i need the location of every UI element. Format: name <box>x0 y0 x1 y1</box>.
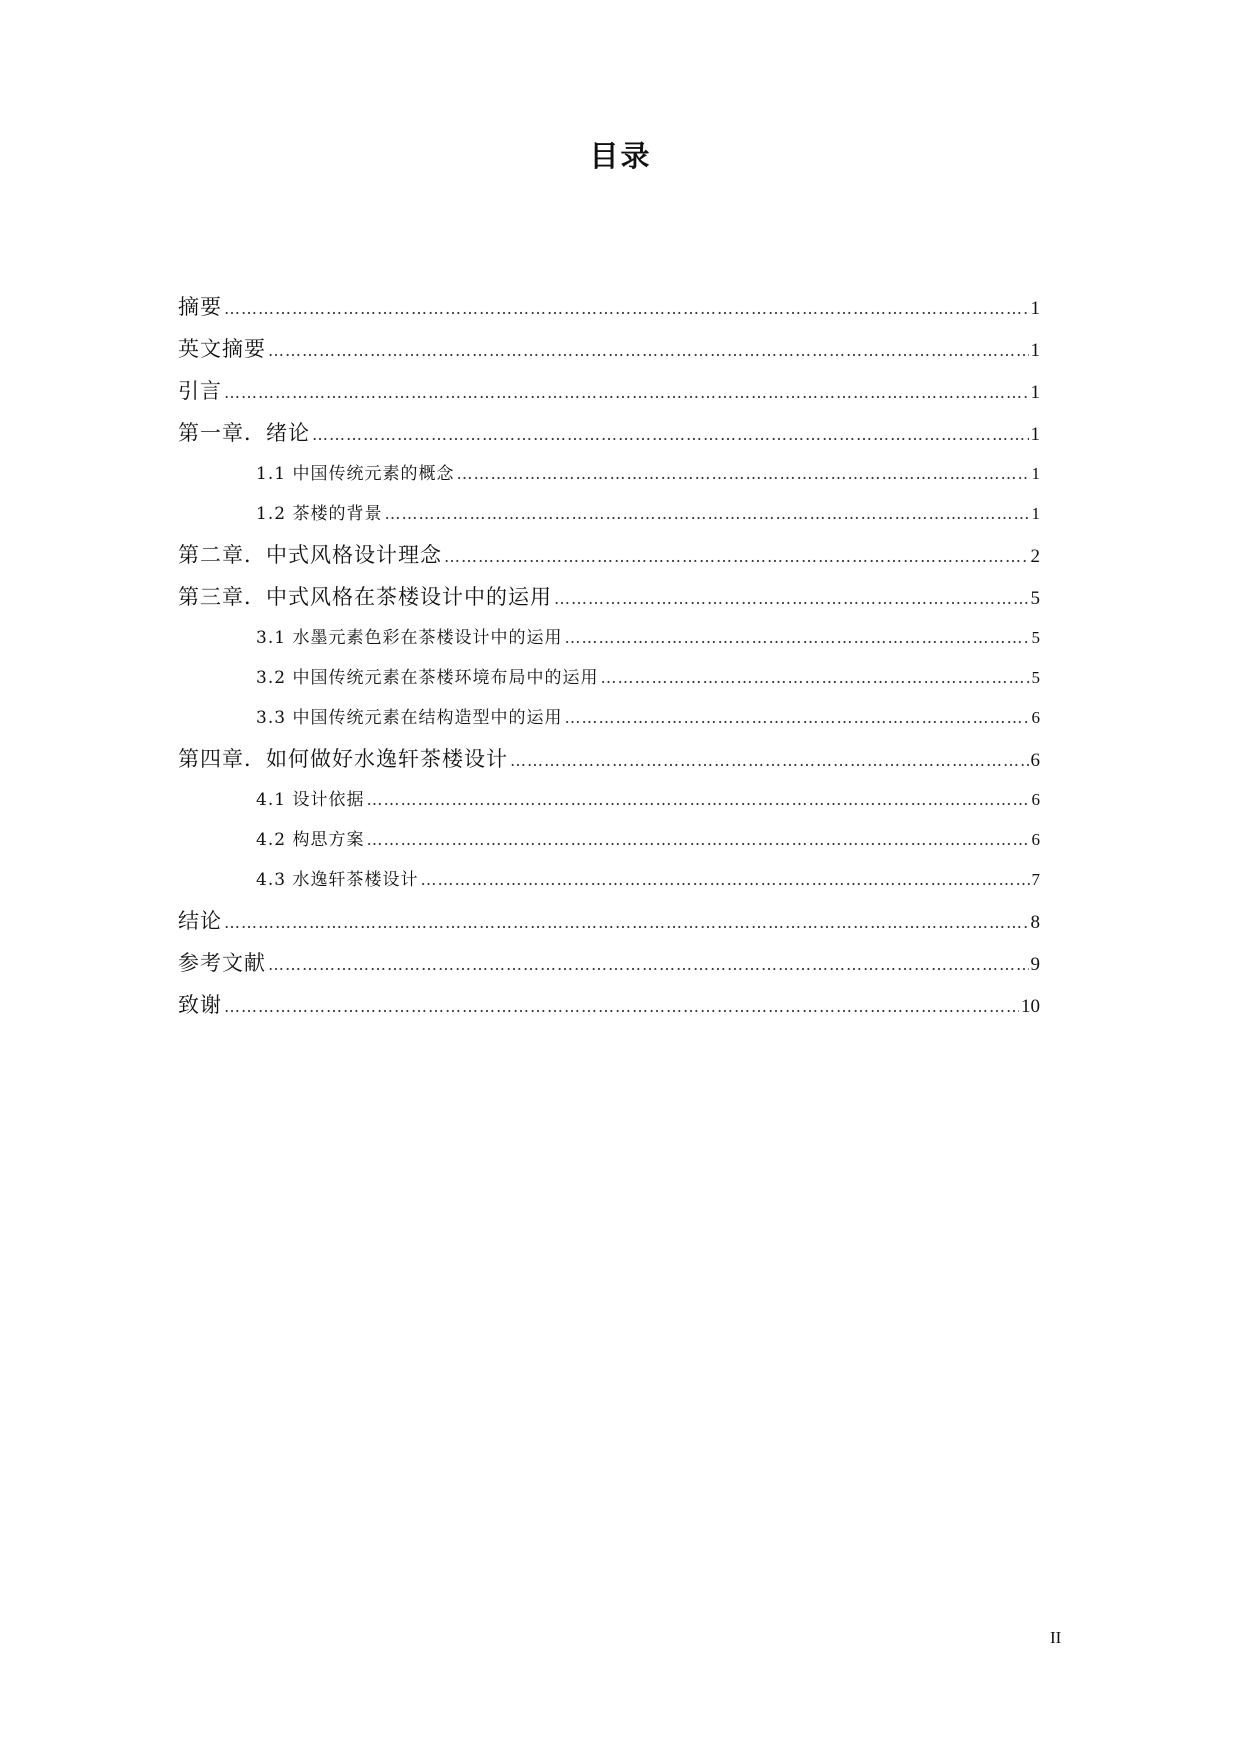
toc-leader-dots <box>564 698 1029 738</box>
toc-leader-dots <box>268 944 1029 984</box>
toc-entry-page: 5 <box>1031 668 1040 687</box>
toc-leader-dots <box>564 618 1029 658</box>
toc-entry-label: 第二章．中式风格设计理念 <box>178 543 442 567</box>
toc-entry-page: 6 <box>1030 750 1040 771</box>
toc-entry-label: 摘要 <box>178 295 222 319</box>
toc-entry-page: 9 <box>1030 954 1040 975</box>
toc-entry-section-1-1[interactable] <box>178 454 1040 494</box>
toc-entry-acknowledgements[interactable] <box>178 984 1040 1026</box>
toc-entry-english-abstract[interactable] <box>178 328 1040 370</box>
toc-entry-introduction[interactable] <box>178 370 1040 412</box>
toc-entry-section-3-2[interactable] <box>178 658 1040 698</box>
toc-entry-page: 5 <box>1030 588 1040 609</box>
toc-entry-section-4-2[interactable] <box>178 820 1040 860</box>
toc-entry-page: 6 <box>1031 708 1040 727</box>
toc-entry-page: 10 <box>1021 996 1040 1017</box>
toc-entry-label: 4.1 设计依据 <box>256 790 365 810</box>
toc-leader-dots <box>510 740 1029 780</box>
toc-entry-label: 致谢 <box>178 993 222 1017</box>
toc-entry-label: 3.1 水墨元素色彩在茶楼设计中的运用 <box>256 628 563 648</box>
toc-leader-dots <box>420 860 1029 900</box>
toc-entry-page: 7 <box>1031 870 1040 889</box>
toc-entry-page: 1 <box>1030 424 1040 445</box>
toc-entry-page: 1 <box>1030 340 1040 361</box>
toc-leader-dots <box>268 330 1029 370</box>
toc-entry-label: 1.2 茶楼的背景 <box>256 504 383 524</box>
toc-entry-page: 1 <box>1031 464 1040 483</box>
toc-entry-page: 1 <box>1030 298 1040 319</box>
toc-entry-label: 1.1 中国传统元素的概念 <box>256 464 455 484</box>
toc-entry-label: 4.2 构思方案 <box>256 830 365 850</box>
toc-leader-dots <box>554 578 1029 618</box>
toc-leader-dots <box>366 820 1029 860</box>
page-title: 目录 <box>589 139 652 173</box>
toc-entry-label: 第四章．如何做好水逸轩茶楼设计 <box>178 747 508 771</box>
toc-entry-references[interactable] <box>178 942 1040 984</box>
toc-entry-label: 4.3 水逸轩茶楼设计 <box>256 870 419 890</box>
page-number: II <box>1050 1628 1062 1647</box>
toc-leader-dots <box>224 986 1019 1026</box>
toc-leader-dots <box>600 658 1029 698</box>
toc-entry-label: 3.2 中国传统元素在茶楼环境布局中的运用 <box>256 668 599 688</box>
table-of-contents <box>178 286 1040 1026</box>
toc-entry-label: 引言 <box>178 379 222 403</box>
toc-leader-dots <box>224 288 1029 328</box>
toc-entry-abstract[interactable] <box>178 286 1040 328</box>
toc-entry-page: 2 <box>1030 546 1040 567</box>
toc-entry-chapter-1[interactable] <box>178 412 1040 454</box>
toc-entry-section-3-1[interactable] <box>178 618 1040 658</box>
toc-leader-dots <box>444 536 1029 576</box>
toc-entry-conclusion[interactable] <box>178 900 1040 942</box>
toc-entry-label: 第一章．绪论 <box>178 421 310 445</box>
toc-entry-label: 结论 <box>178 909 222 933</box>
toc-entry-page: 6 <box>1031 830 1040 849</box>
toc-entry-page: 5 <box>1031 628 1040 647</box>
toc-entry-chapter-4[interactable] <box>178 738 1040 780</box>
toc-leader-dots <box>224 372 1029 412</box>
toc-entry-page: 6 <box>1031 790 1040 809</box>
toc-entry-label: 英文摘要 <box>178 337 266 361</box>
toc-entry-page: 1 <box>1030 382 1040 403</box>
toc-entry-section-4-1[interactable] <box>178 780 1040 820</box>
toc-entry-label: 3.3 中国传统元素在结构造型中的运用 <box>256 708 563 728</box>
toc-entry-page: 1 <box>1031 504 1040 523</box>
toc-leader-dots <box>456 454 1029 494</box>
toc-entry-label: 参考文献 <box>178 951 266 975</box>
toc-leader-dots <box>224 902 1029 942</box>
toc-entry-section-3-3[interactable] <box>178 698 1040 738</box>
toc-entry-chapter-3[interactable] <box>178 576 1040 618</box>
toc-leader-dots <box>366 780 1029 820</box>
toc-entry-section-4-3[interactable] <box>178 860 1040 900</box>
toc-entry-page: 8 <box>1030 912 1040 933</box>
toc-entry-section-1-2[interactable] <box>178 494 1040 534</box>
toc-leader-dots <box>384 494 1029 534</box>
toc-entry-chapter-2[interactable] <box>178 534 1040 576</box>
toc-entry-label: 第三章．中式风格在茶楼设计中的运用 <box>178 585 552 609</box>
toc-leader-dots <box>312 414 1029 454</box>
